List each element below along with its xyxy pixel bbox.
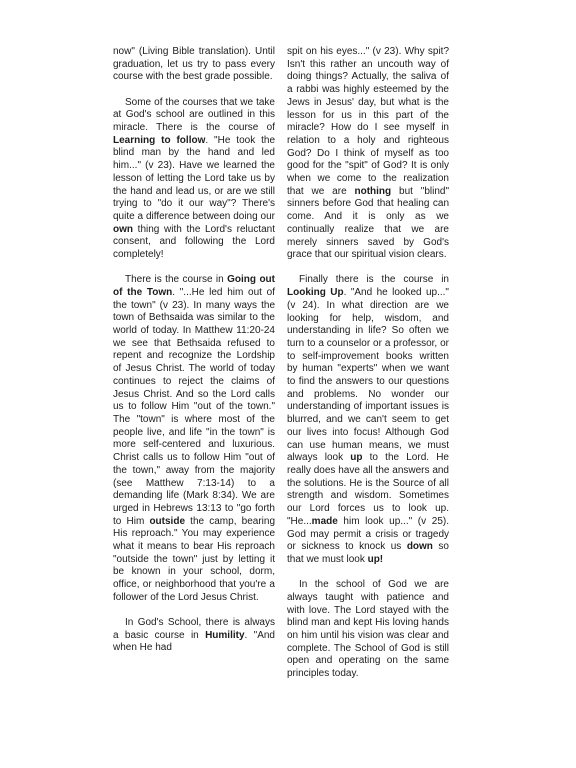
text-run: . "And he looked up..." (v 24). In what direction are we looking for help, wisdom, and understanding in life? So often we turn to a counselor or a professor, or to self-improvement books written by human "experts" when we want to find the answers to our questions and problems. No wonder our understanding of important issues is blurred, and we can't seem to get our lives into focus! Although God can use human means, we must always look (287, 287, 449, 464)
bold-phrase: Humility (205, 629, 245, 641)
paragraph (113, 617, 275, 655)
text-run: . "And when He had (113, 629, 275, 654)
text-run: to the Lord. He really does have all the answers and the solutions. He is the Source of all strength and wisdom. Sometimes our Lord forces us to look up. "He... (287, 452, 449, 527)
bold-phrase: Going out of the Town (113, 274, 275, 298)
text-run: him look up..." (v 25). God may permit a crisis or tragedy or sickness to knock us (287, 515, 449, 553)
bold-phrase: up! (367, 553, 384, 565)
paragraph (113, 46, 275, 84)
left-text-column (113, 46, 275, 668)
right-text-column (287, 46, 449, 693)
paragraph (113, 274, 275, 604)
bold-phrase: made (311, 515, 338, 527)
text-run: There is the course in (125, 274, 228, 286)
bold-phrase: Looking Up (287, 287, 344, 299)
text-run: so that we must look (287, 541, 449, 565)
bold-phrase: Learning to follow (113, 134, 206, 146)
text-run: Some of the courses that we take at God's school are outlined in this miracle. There is the course of (113, 96, 275, 134)
text-run: now" (Living Bible translation). Until graduation, let us try to pass every course with the best grade possible. (113, 46, 275, 83)
paragraph (287, 46, 449, 262)
text-run: Finally there is the course in (299, 274, 449, 286)
text-run: . "He took the blind man by the hand and led him..." (v 23). Have we learned the lesson of letting the Lord take us by the hand and lead us, or are we still trying to "do it our way"? There's quite a difference between doing our (113, 134, 276, 222)
text-run: . "...He led him out of the town" (v 23). In many ways the town of Bethsaida was similar to the world of today. In Matthew 11:20-24 we see that Bethsaida refused to repent and recognize the Lordship of Jesus Christ. The world of today continues to reject the claims of Jesus Christ. And so the Lord calls us to follow Him "out of the town." The "town" is where most of the people live, and life "in the town" is more self-centered and luxurious. Christ calls us to follow Him "out of the town," away from the majority (see Matthew 7:13-14) to a demanding life (Mark 8:34). We are urged in Hebrews 13:13 to "go forth to Him (113, 286, 275, 527)
text-run: In the school of God we are always taught with patience and with love. The Lord stayed with the blind man and kept His loving hands on him until his vision was clear and complete. The School of God is still open and operating on the same principles today. (287, 579, 449, 680)
text-run: the camp, bearing His reproach." You may experience what it means to bear His reproach "outside the town" just by letting it be known in your school, dorm, office, or neighborhood that you're a follower of the Lord Jesus Christ. (113, 515, 276, 603)
paragraph (287, 579, 449, 681)
text-run: spit on his eyes..." (v 23). Why spit? Isn't this rather an uncouth way of doing things? Actually, the saliva of a rabbi was highly esteemed by the Jews in Jesus' day, but what is the lesson for us in this part of the miracle? How do I see myself in relation to a holy and righteous God? Do I think of myself as too good for the "spit" of God? It is only when we come to the realization that we are (287, 46, 449, 197)
paragraph (113, 97, 275, 262)
text-run: In God's School, there is always a basic course in (113, 617, 275, 641)
bold-phrase: up (350, 452, 363, 464)
text-run: thing with the Lord's reluctant consent, and following the Lord completely! (113, 223, 275, 261)
paragraph (287, 274, 449, 566)
bold-phrase: down (406, 541, 433, 553)
bold-phrase: outside (149, 515, 186, 527)
bold-phrase: own (113, 223, 133, 235)
text-run: but "blind" sinners before God that healing can come. And it is only as we continually realize that we are merely sinners saved by God's grace that our spiritual vision clears. (287, 185, 449, 261)
bold-phrase: nothing (354, 185, 392, 197)
